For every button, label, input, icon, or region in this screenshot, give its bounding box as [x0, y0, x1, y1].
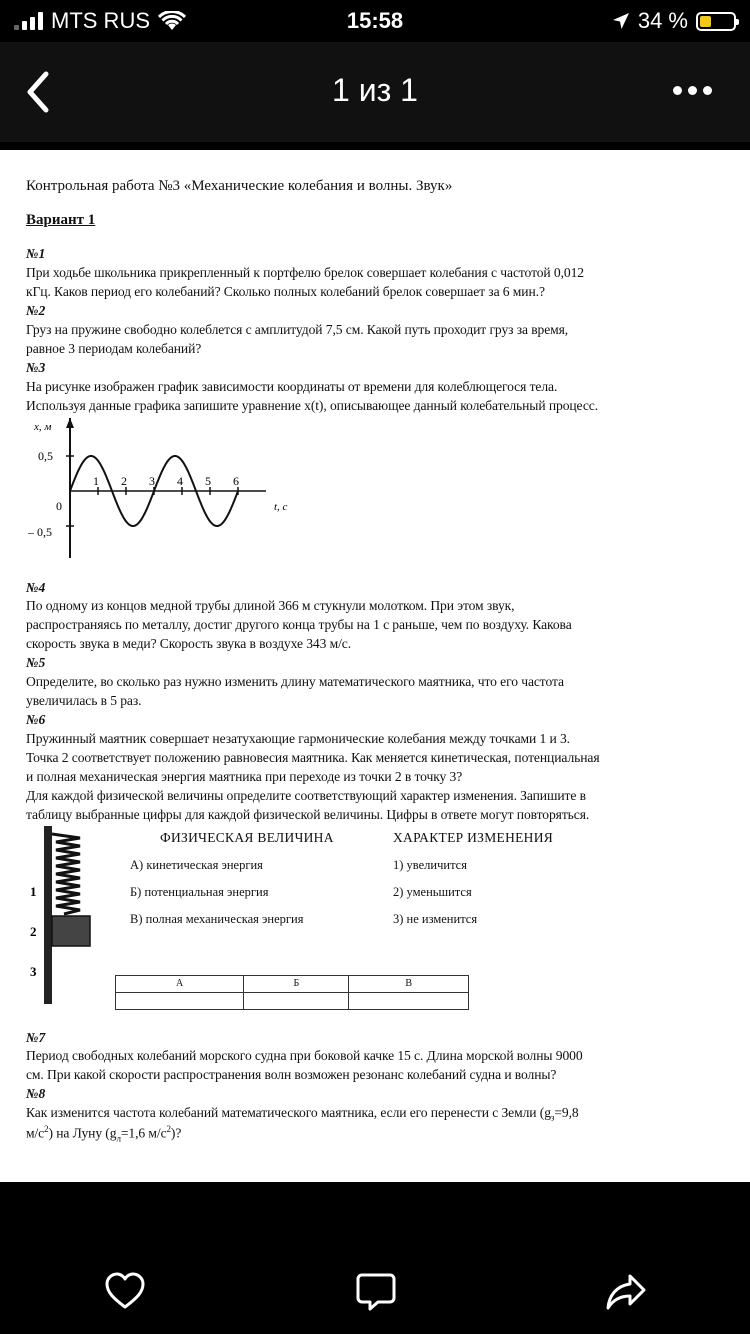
share-icon[interactable]: [604, 1270, 648, 1314]
q4-line: скорость звука в меди? Скорость звука в воздухе 343 м/с.: [26, 636, 351, 651]
answer-cell: [349, 993, 469, 1010]
status-bar: [0, 0, 750, 42]
change-option: 1) увеличится: [393, 858, 467, 872]
q6-line: и полная механическая энергия маятника при переходе из точки 2 в точку 3?: [26, 769, 463, 784]
x-tick-label: 6: [233, 474, 239, 488]
q6-line: Для каждой физической величины определите соответствующий характер изменения. Запишите в: [26, 788, 586, 803]
x-tick-label: 2: [121, 474, 127, 488]
x-tick-label: 1: [93, 474, 99, 488]
x-tick-label: 5: [205, 474, 211, 488]
q3-line: Используя данные графика запишите уравнение x(t), описывающее данный колебательный процесс.: [26, 398, 598, 413]
q5-number: №5: [26, 655, 46, 670]
battery-percent: 34 %: [637, 8, 688, 33]
q8-line: $м/с^2$) на Луну ($g_л=1,6$ $м/с^2$)?: [26, 1124, 182, 1144]
q2-number: №2: [26, 303, 46, 318]
answer-table: [115, 975, 469, 1010]
oscillation-graph: [26, 418, 316, 558]
carrier-label: MTS RUS: [51, 8, 150, 33]
q4-line: По одному из концов медной трубы длиной 366 м стукнули молотком. При этом звук,: [26, 598, 515, 613]
doc-title: Контрольная работа №3 «Механические колебания и волны. Звук»: [26, 178, 453, 194]
y-tick-bottom: – 0,5: [28, 525, 52, 539]
quantity-option: Б) потенциальная энергия: [130, 885, 269, 899]
q8-number: №8: [26, 1086, 46, 1101]
y-axis-label: x, м: [34, 421, 52, 433]
origin-label: 0: [56, 499, 62, 513]
q5-line: Определите, во сколько раз нужно изменить длину математического маятника, что его частота: [26, 674, 564, 689]
x-axis-label: t, с: [274, 501, 288, 513]
status-right: [612, 8, 736, 34]
q7-number: №7: [26, 1030, 46, 1045]
location-arrow-icon: [612, 12, 630, 30]
answer-cell: [116, 993, 244, 1010]
y-axis-arrow: [66, 418, 74, 428]
q4-line: распространяясь по металлу, достиг другого конца трубы на 1 с раньше, чем по воздуху. Какова: [26, 617, 572, 632]
y-tick-top: 0,5: [38, 449, 53, 463]
q3-number: №3: [26, 360, 46, 375]
doc-variant: Вариант 1: [26, 212, 96, 228]
battery-icon: [696, 12, 736, 31]
table-head-left: ФИЗИЧЕСКАЯ ВЕЛИЧИНА: [160, 830, 334, 845]
q1-line: При ходьбе школьника прикрепленный к портфелю брелок совершает колебания с частотой 0,012: [26, 265, 584, 280]
point-label: 2: [30, 924, 37, 939]
bottom-toolbar: [0, 1182, 750, 1334]
spring: [52, 834, 80, 914]
quantity-option: В) полная механическая энергия: [130, 912, 304, 926]
spring-pendulum-illustration: [24, 826, 104, 1004]
x-tick-label: 3: [149, 474, 155, 488]
q6-line: Точка 2 соответствует положению равновесия маятника. Как меняется кинетическая, потенциальная: [26, 750, 600, 765]
q6-number: №6: [26, 712, 46, 727]
weight: [52, 916, 90, 946]
answer-col-header: Б: [244, 976, 349, 993]
comment-icon[interactable]: [354, 1270, 398, 1314]
change-option: 3) не изменится: [393, 912, 478, 926]
answer-col-header: А: [116, 976, 244, 993]
q4-number: №4: [26, 580, 46, 595]
heart-icon[interactable]: [103, 1270, 147, 1314]
wall: [44, 826, 52, 1004]
table-head-right: ХАРАКТЕР ИЗМЕНЕНИЯ: [393, 830, 554, 845]
q6-line: Пружинный маятник совершает незатухающие гармонические колебания между точками 1 и 3.: [26, 731, 570, 746]
document-page: [0, 150, 750, 1182]
answer-cell: [244, 993, 349, 1010]
x-tick-label: 4: [177, 474, 183, 488]
point-label: 3: [30, 964, 37, 979]
q1-number: №1: [26, 246, 46, 261]
more-options-icon[interactable]: [673, 86, 712, 95]
q2-line: Груз на пружине свободно колеблется с амплитудой 7,5 см. Какой путь проходит груз за время,: [26, 322, 569, 337]
q6-line: таблицу выбранные цифры для каждой физической величины. Цифры в ответе могут повторяться.: [26, 807, 590, 822]
quantity-option: А) кинетическая энергия: [130, 858, 263, 872]
q5-line: увеличилась в 5 раз.: [26, 693, 142, 708]
q2-line: равное 3 периодам колебаний?: [26, 341, 202, 356]
q8-line: Как изменится частота колебаний математического маятника, если его перенести с Земли ($g_з=9,8$: [26, 1105, 579, 1123]
q3-line: На рисунке изображен график зависимости координаты от времени для колеблющегося тела.: [26, 379, 558, 394]
point-label: 1: [30, 884, 37, 899]
page-counter-title: 1 из 1: [332, 72, 418, 108]
q7-line: см. При какой скорости распространения волн возможен резонанс колебаний судна и волны?: [26, 1067, 557, 1082]
q1-line: кГц. Каков период его колебаний? Сколько полных колебаний брелок совершает за 6 мин.?: [26, 284, 545, 299]
status-time: 15:58: [346, 8, 404, 33]
change-option: 2) уменьшится: [393, 885, 472, 899]
q7-line: Период свободных колебаний морского судна при боковой качке 15 с. Длина морской волны 9000: [26, 1048, 583, 1063]
nav-bar: [0, 42, 750, 142]
answer-col-header: В: [349, 976, 469, 993]
